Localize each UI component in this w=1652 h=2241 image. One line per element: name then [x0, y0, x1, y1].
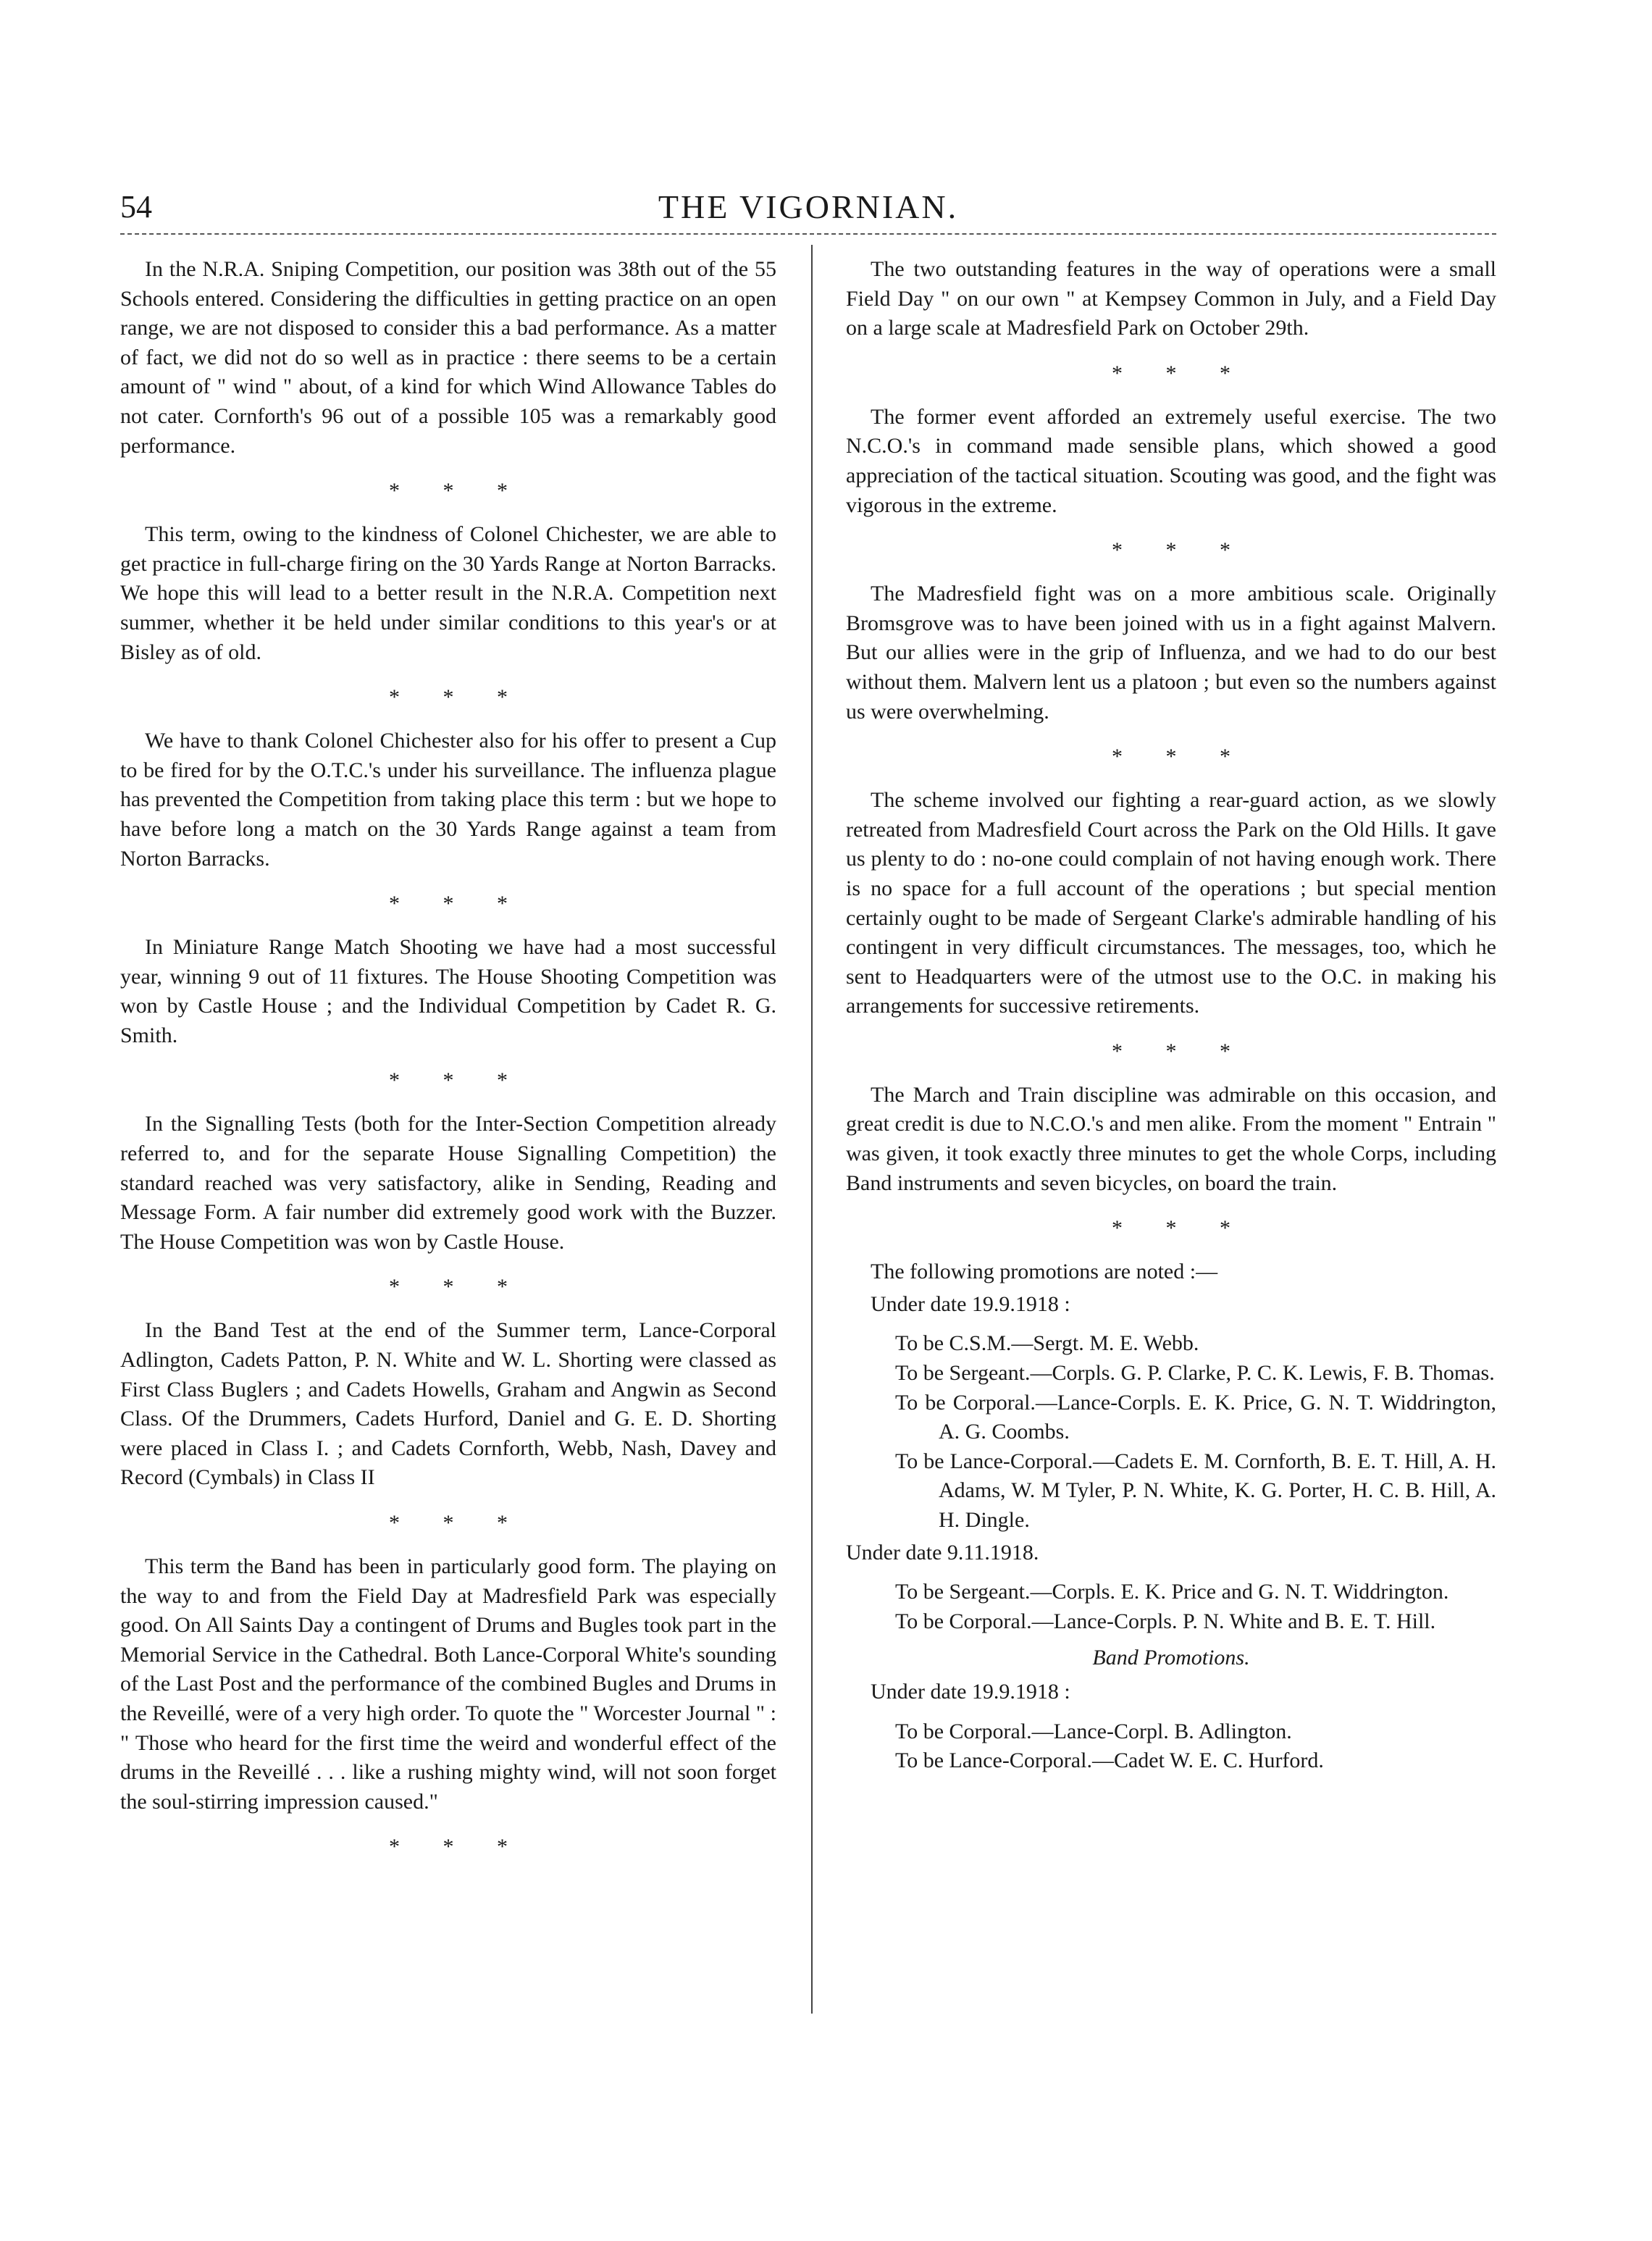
promotion-date: Under date 19.9.1918 :: [871, 1679, 1070, 1704]
promotion-entry: To be Corporal.—Lance-Corpl. B. Adlington.: [895, 1719, 1292, 1743]
header-rule: [120, 233, 1496, 235]
section-separator: * * *: [1112, 361, 1249, 385]
section-separator: * * *: [1112, 1039, 1249, 1063]
promotion-entry: To be Corporal.—Lance-Corpls. P. N. White and B. E. T. Hill.: [895, 1609, 1436, 1633]
paragraph: The March and Train discipline was admirable on this occasion, and great credit is due to N.C.O.'s and men alike. From the moment " Entrain " was given, it took exactly three minutes to get the whole Corps, including Band instruments and seven bicycles, on board the train.: [846, 1082, 1496, 1195]
promotion-date: Under date 9.11.1918.: [846, 1540, 1039, 1564]
section-separator: * * *: [1112, 745, 1249, 769]
section-separator: * * *: [389, 892, 527, 916]
promotion-entry: To be Sergeant.—Corpls. G. P. Clarke, P. C. K. Lewis, F. B. Thomas.: [895, 1361, 1495, 1386]
paragraph: In Miniature Range Match Shooting we have had a most successful year, winning 9 out of 11 fixtures. The House Shooting Competition was won by Castle House ; and the Individual Competition by Cadet R. G. Smith.: [120, 935, 776, 1047]
promotion-entry: To be Corporal.—Lance-Corpls. E. K. Price, G. N. T. Widdrington, A. G. Coombs.: [895, 1390, 1496, 1444]
paragraph: In the Signalling Tests (both for the Inter-Section Competition already referred to, and for the separate House Signalling Competition) the standard reached was very satisfactory, alike in Sending, Reading and Message Form. A fair number did extremely good work with the Buzzer. The House Competition was won by Castle House.: [120, 1112, 776, 1254]
journal-title: THE VIGORNIAN.: [658, 188, 959, 225]
section-separator: * * *: [389, 479, 527, 503]
right-column: [846, 255, 1496, 1776]
promotion-entry: To be Lance-Corporal.—Cadet W. E. C. Hurford.: [895, 1748, 1324, 1773]
promotion-entry: To be Sergeant.—Corpls. E. K. Price and G. N. T. Widdrington.: [895, 1580, 1449, 1604]
page-number: 54: [120, 189, 152, 225]
spacer: [846, 1567, 1496, 1578]
band-promotions-heading: Band Promotions.: [1092, 1646, 1250, 1670]
section-separator: * * *: [389, 1068, 527, 1093]
promotions-intro: The following promotions are noted :—: [871, 1260, 1218, 1284]
column-divider: [811, 245, 813, 2014]
paragraph: This term the Band has been in particularly good form. The playing on the way to and from the Field Day at Madresfield Park was especially good. On All Saints Day a contingent of Drums and Bugles took part in the Memorial Service in the Cathedral. Both Lance-Corporal White's sounding of the Last Post and the performance of the combined Bugles and Drums in the Reveillé, were of a very high order. To quote the " Worcester Journal " : " Those who heard for the first time the weird and wonderful effect of the drums in the Reveillé . . . like a rushing mighty wind, will not soon forget the soul-stirring impression caused.": [120, 1554, 776, 1814]
promotion-date: Under date 19.9.1918 :: [871, 1291, 1070, 1316]
paragraph: The scheme involved our fighting a rear-guard action, as we slowly retreated from Madresfield Court across the Park on the Old Hills. It gave us plenty to do : no-one could complain of not having enough work. There is no space for a full account of the operations ; but special mention certainly ought to be made of Sergeant Clarke's admirable handling of his contingent in very difficult circumstances. The messages, too, which he sent to Headquarters were of the utmost use to the O.C. in making his arrangements for successive retirements.: [846, 788, 1496, 1018]
promotion-entry: To be C.S.M.—Sergt. M. E. Webb.: [895, 1331, 1199, 1356]
section-separator: * * *: [389, 1275, 527, 1299]
spacer: [846, 1319, 1496, 1329]
paragraph: The two outstanding features in the way of operations were a small Field Day " on our own " at Kempsey Common in July, and a Field Day on a large scale at Madresfield Park on October 29th.: [846, 257, 1496, 340]
paragraph: The Madresfield fight was on a more ambitious scale. Originally Bromsgrove was to have been joined with us in a fight against Malvern. But our allies were in the grip of Influenza, and we had to do our best without them. Malvern lent us a platoon ; but even so the numbers against us were overwhelming.: [846, 582, 1496, 724]
page-header: [120, 185, 1496, 229]
section-separator: * * *: [389, 685, 527, 710]
paragraph: This term, owing to the kindness of Colonel Chichester, we are able to get practice in full-charge firing on the 30 Yards Range at Norton Barracks. We hope this will lead to a better result in the N.R.A. Competition next summer, whether it be held under similar conditions to this year's or at Bisley as of old.: [120, 522, 776, 664]
paragraph: In the N.R.A. Sniping Competition, our position was 38th out of the 55 Schools entered. Considering the difficulties in getting practice on an open range, we are not disposed to consider this a bad performance. As a matter of fact, we did not do so well as in practice : there seems to be a certain amount of " wind " about, of a kind for which Wind Allowance Tables do not cater. Cornforth's 96 out of a possible 105 was a remarkably good performance.: [120, 257, 776, 458]
left-column: [120, 255, 776, 1876]
promotion-entry: To be Lance-Corporal.—Cadets E. M. Cornforth, B. E. T. Hill, A. H. Adams, W. M Tyler, P. N. White, K. G. Porter, H. C. B. Hill, A. H. Dingle.: [895, 1449, 1496, 1532]
spacer: [846, 1707, 1496, 1717]
paragraph: The former event afforded an extremely useful exercise. The two N.C.O.'s in command made sensible plans, which showed a good appreciation of the tactical situation. Scouting was good, and the fight was vigorous in the extreme.: [846, 404, 1496, 517]
paragraph: In the Band Test at the end of the Summer term, Lance-Corporal Adlington, Cadets Patton, P. N. White and W. L. Shorting were classed as First Class Buglers ; and Cadets Howells, Graham and Angwin as Second Class. Of the Drummers, Cadets Hurford, Daniel and G. E. D. Shorting were placed in Class I. ; and Cadets Cornforth, Webb, Nash, Davey and Record (Cymbals) in Class II: [120, 1318, 776, 1490]
paragraph: We have to thank Colonel Chichester also for his offer to present a Cup to be fired for by the O.T.C.'s under his surveillance. The influenza plague has prevented the Competition from taking place this term : but we hope to have before long a match on the 30 Yards Range against a team from Norton Barracks.: [120, 729, 776, 871]
section-separator: * * *: [1112, 1216, 1249, 1241]
section-separator: * * *: [389, 1511, 527, 1535]
section-separator: * * *: [389, 1835, 527, 1859]
section-separator: * * *: [1112, 538, 1249, 563]
